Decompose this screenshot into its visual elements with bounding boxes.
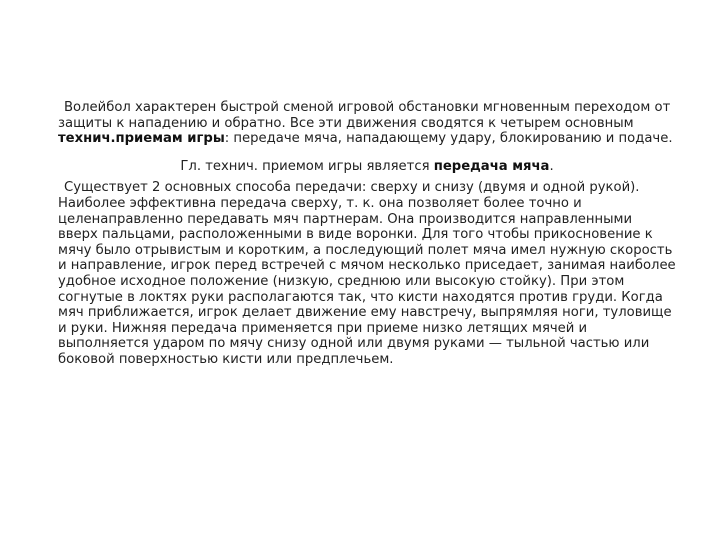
main-technique-paragraph bbox=[58, 159, 676, 175]
text-block bbox=[58, 100, 676, 368]
main-technique-bold: передача мяча bbox=[433, 158, 550, 174]
intro-bold-term: технич.приемам игры bbox=[58, 131, 225, 147]
main-technique-end: . bbox=[549, 158, 554, 174]
intro-paragraph bbox=[58, 100, 676, 147]
intro-text-start: Волейбол характерен быстрой сменой игровой обстановки мгновенным переходом от защиты к нападению и обратно. Все эти движения сводятся к четырем основным bbox=[58, 100, 671, 131]
pass-methods-paragraph: Существует 2 основных способа передачи: сверху и снизу (двумя и одной рукой). Наиболее эффективна передача сверху, т. к. она позволяет более точно и целенаправленно передавать мяч партнерам. Она производится направленными вверх пальцами, расположенными в виде воронки. Для того чтобы прикосновение к мячу было отрывистым и коротким, а последующий полет мяча имел нужную скорость и направление, игрок перед встречей с мячом несколько приседает, занимая наиболее удобное исходное положение (низкую, среднюю или высокую стойку). При этом согнутые в локтях руки располагаются так, что кисти находятся против груди. Когда мяч приближается, игрок делает движение ему навстречу, выпрямляя ноги, туловище и руки. Нижняя передача применяется при приеме низко летящих мячей и выполняется ударом по мячу снизу одной или двумя руками — тыльной частью или боковой поверхностью кисти или предплечьем. bbox=[58, 180, 676, 367]
intro-text-end: : передаче мяча, нападающему удару, блокированию и подаче. bbox=[224, 131, 673, 147]
main-technique-text: Гл. технич. приемом игры является bbox=[180, 158, 434, 174]
